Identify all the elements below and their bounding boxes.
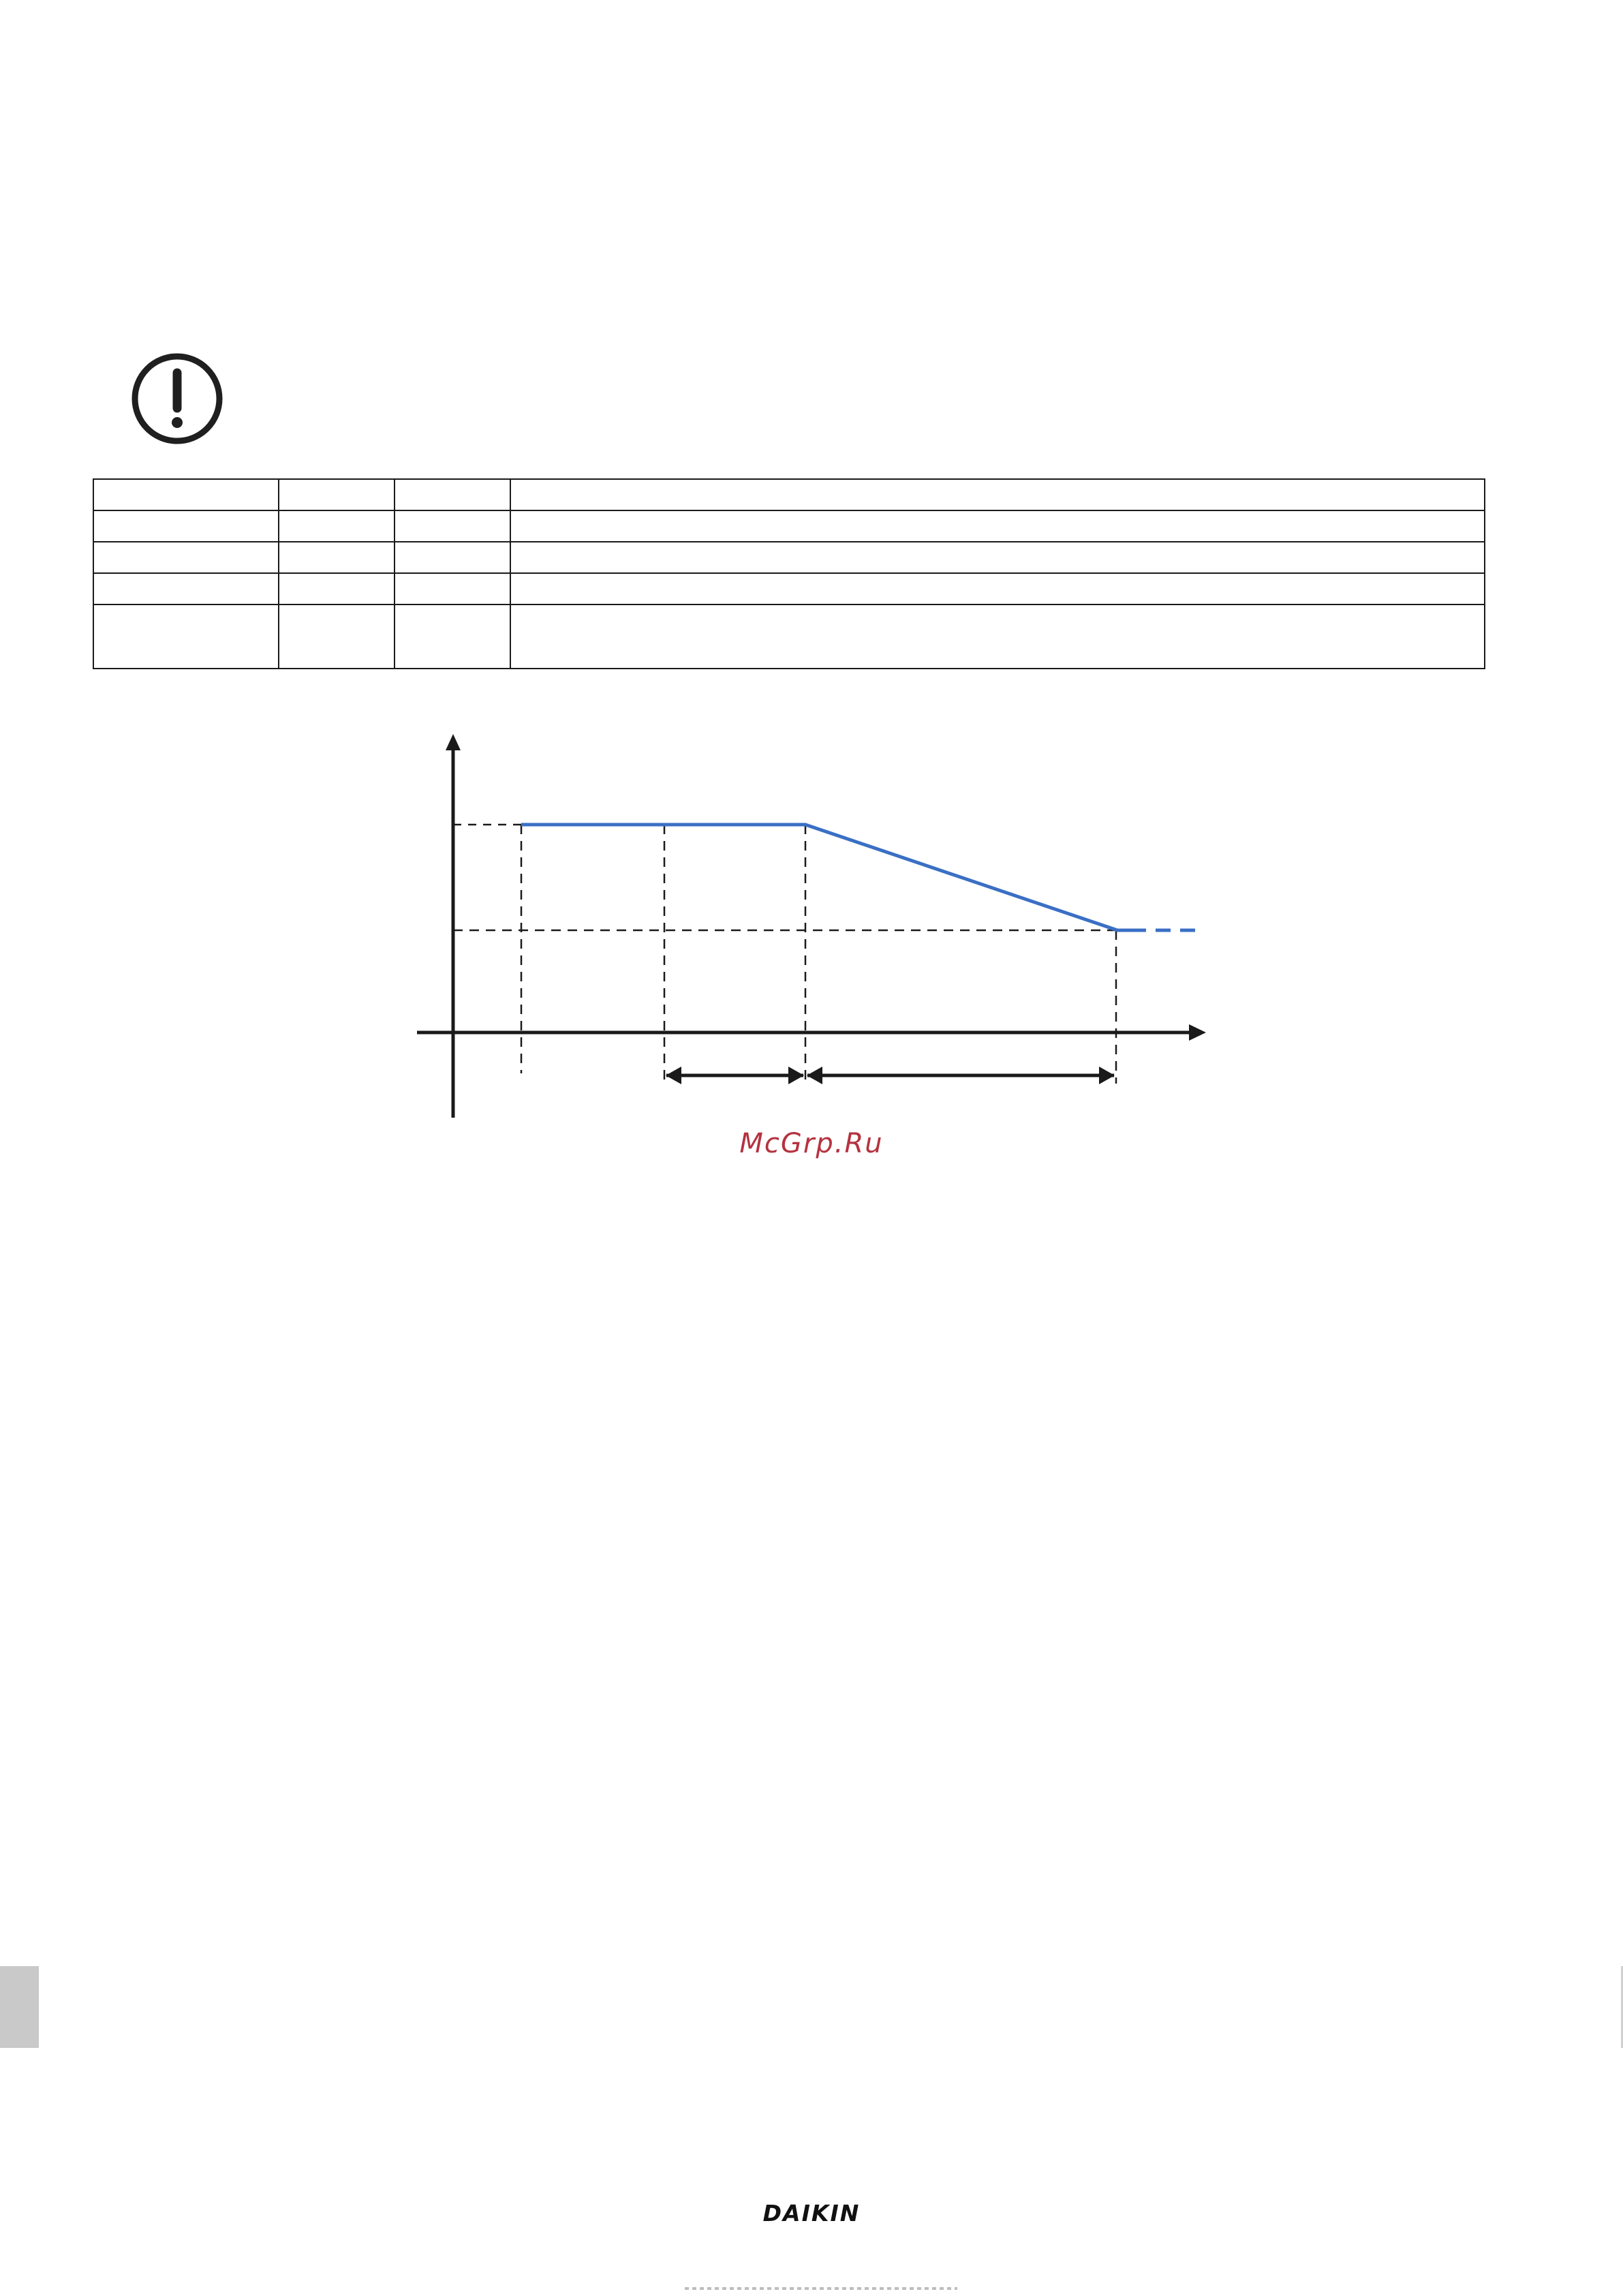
footer-strip [685, 2287, 957, 2290]
table-row [93, 479, 1485, 510]
interval-arrow-2 [807, 1067, 1115, 1084]
table-row [93, 604, 1485, 669]
table-row [93, 542, 1485, 573]
exclamation-circle-icon [129, 351, 225, 446]
watermark: McGrp.Ru [739, 1128, 884, 1159]
interval-arrow-1 [666, 1067, 804, 1084]
setpoint-curve [521, 825, 1131, 930]
y-axis [446, 734, 461, 1118]
daikin-logo: DAIKIN [762, 2200, 861, 2226]
timing-diagram [409, 726, 1213, 1135]
table-row [93, 573, 1485, 604]
chapter-tab [0, 1966, 39, 2048]
x-axis [417, 1024, 1206, 1041]
table-row [93, 510, 1485, 542]
parameter-table [93, 478, 1485, 669]
